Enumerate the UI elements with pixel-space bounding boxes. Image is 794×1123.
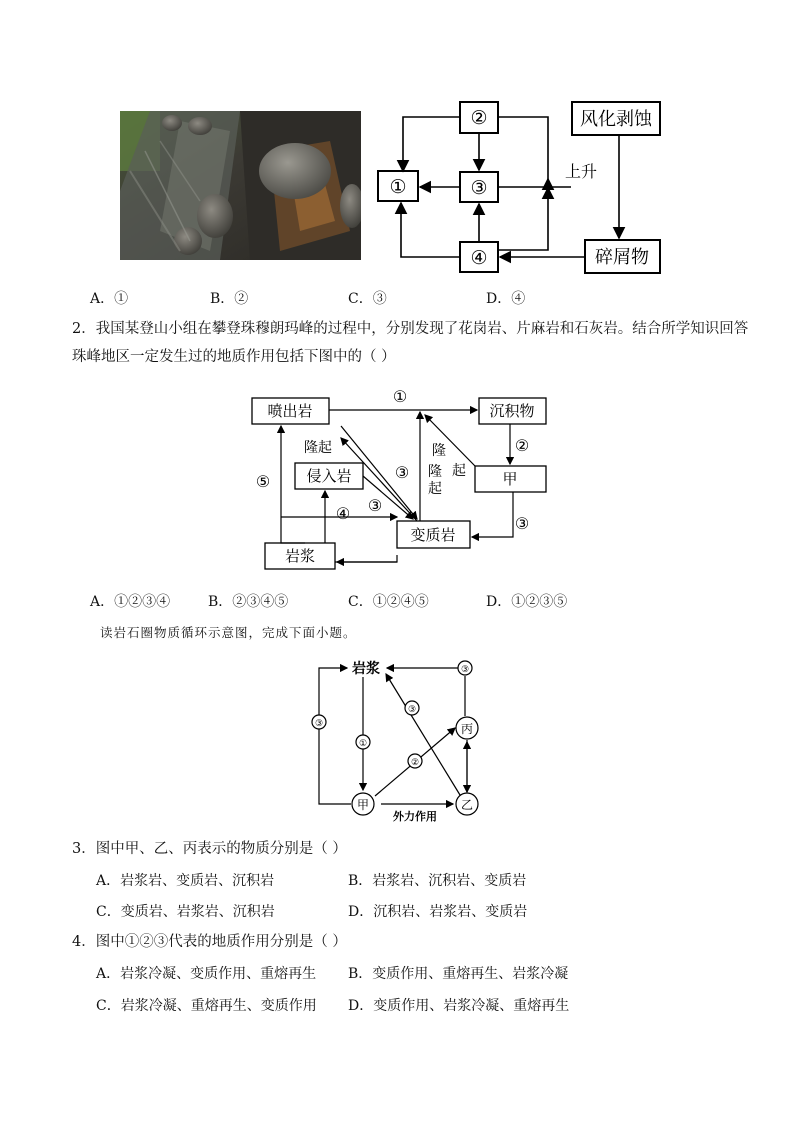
label-extrusive: 喷出岩 xyxy=(267,402,313,420)
option-letter: D． xyxy=(348,998,374,1014)
q4-options xyxy=(96,963,696,1023)
option-value: ④ xyxy=(511,291,526,307)
option-value: ③ xyxy=(372,291,387,307)
q3-stem-text: 图中甲、乙、丙表示的物质分别是（ ） xyxy=(95,841,347,857)
option-letter: C． xyxy=(348,291,373,307)
q3-number: 3． xyxy=(72,841,96,857)
q2-stem xyxy=(72,318,749,368)
q2-option-a[interactable] xyxy=(90,591,170,611)
option-letter: A． xyxy=(96,966,121,982)
label-uplift-mid-1: 隆 xyxy=(432,443,446,459)
label-bing: 丙 xyxy=(460,722,474,736)
label-intrusive: 侵入岩 xyxy=(306,467,352,485)
q2-option-b[interactable] xyxy=(208,591,288,611)
rock-cycle-diagram-3 xyxy=(305,652,495,824)
label-magma: 岩浆 xyxy=(284,547,316,565)
q3-option-d[interactable] xyxy=(348,901,527,921)
option-letter: C． xyxy=(348,594,373,610)
q4-stem-text: 图中①②③代表的地质作用分别是（ ） xyxy=(95,934,347,950)
q3-option-c[interactable] xyxy=(96,901,275,921)
label-n3-diag: ③ xyxy=(407,705,417,715)
option-letter: B． xyxy=(210,291,235,307)
label-circle-2: ② xyxy=(470,107,488,129)
option-value: ②③④⑤ xyxy=(232,594,289,610)
q1-options xyxy=(90,288,650,308)
rock-cycle-diagram-1-svg xyxy=(375,95,675,280)
option-value: 沉积岩、岩浆岩、变质岩 xyxy=(373,904,528,920)
label-external-force: 外力作用 xyxy=(393,810,437,823)
q4-option-c[interactable] xyxy=(96,995,317,1015)
section-intro: 读岩石圈物质循环示意图，完成下面小题。 xyxy=(100,625,357,640)
q2-stem-line2: 珠峰地区一定发生过的地质作用包括下图中的（ ） xyxy=(72,349,396,365)
label-magma: 岩浆 xyxy=(352,661,380,677)
label-yi: 乙 xyxy=(460,798,474,812)
option-value: 变质作用、岩浆冷凝、重熔再生 xyxy=(373,998,570,1014)
label-uplift-mid-2: 隆 xyxy=(428,464,442,480)
label-circle-4: ④ xyxy=(470,247,488,269)
label-n1: ① xyxy=(392,387,408,406)
q3-option-b[interactable] xyxy=(348,870,526,890)
label-circle-1: ① xyxy=(389,176,407,198)
q4-option-a[interactable] xyxy=(96,963,316,983)
q3-options xyxy=(96,870,656,930)
option-letter: D． xyxy=(486,594,512,610)
q2-stem-line1: 我国某登山小组在攀登珠穆朗玛峰的过程中，分别发现了花岗岩、片麻岩和石灰岩。结合所学知识回答 xyxy=(95,321,749,337)
label-n2: ② xyxy=(514,436,530,455)
rock-cycle-diagram-1 xyxy=(375,95,675,280)
label-uplift-right: 起 xyxy=(452,463,466,479)
q1-option-d[interactable] xyxy=(486,288,525,308)
label-uplift: 上升 xyxy=(564,162,598,181)
q1-option-c[interactable] xyxy=(348,288,387,308)
label-n3-a: ③ xyxy=(394,463,410,482)
q1-option-b[interactable] xyxy=(210,288,248,308)
label-n1: ① xyxy=(358,739,368,749)
label-weathering: 风化剥蚀 xyxy=(580,109,652,130)
label-n2: ② xyxy=(410,758,420,768)
rock-cycle-diagram-2 xyxy=(245,380,565,575)
q2-number: 2． xyxy=(72,321,96,337)
q2-options xyxy=(90,591,650,611)
option-value: ① xyxy=(114,291,129,307)
option-letter: A． xyxy=(90,291,115,307)
label-n4: ④ xyxy=(335,504,351,523)
label-jia: 甲 xyxy=(502,470,518,488)
rock-cycle-diagram-3-svg xyxy=(305,652,495,824)
option-letter: B． xyxy=(208,594,233,610)
option-value: 岩浆岩、变质岩、沉积岩 xyxy=(120,873,275,889)
option-letter: C． xyxy=(96,998,121,1014)
option-letter: C． xyxy=(96,904,121,920)
option-value: ② xyxy=(234,291,249,307)
label-n3-c: ③ xyxy=(514,514,530,533)
q3-option-a[interactable] xyxy=(96,870,274,890)
option-value: 岩浆冷凝、变质作用、重熔再生 xyxy=(120,966,317,982)
label-n3-top: ③ xyxy=(460,665,470,675)
q4-option-d[interactable] xyxy=(348,995,569,1015)
rock-photo xyxy=(120,111,361,260)
label-n3-b: ③ xyxy=(367,496,383,515)
q3-stem xyxy=(72,838,347,860)
label-uplift-left: 隆起 xyxy=(304,440,332,456)
option-letter: A． xyxy=(96,873,121,889)
option-letter: B． xyxy=(348,966,373,982)
label-metamorphic: 变质岩 xyxy=(410,526,456,544)
label-jia: 甲 xyxy=(356,798,370,812)
label-n5: ⑤ xyxy=(255,472,271,491)
q4-stem xyxy=(72,931,347,953)
label-n3-left: ③ xyxy=(314,719,324,729)
option-value: ①②③④ xyxy=(114,594,171,610)
label-debris: 碎屑物 xyxy=(595,247,649,268)
option-letter: A． xyxy=(90,594,115,610)
option-value: ①②④⑤ xyxy=(372,594,429,610)
option-letter: D． xyxy=(486,291,512,307)
q1-option-a[interactable] xyxy=(90,288,128,308)
option-value: 变质作用、重熔再生、岩浆冷凝 xyxy=(372,966,569,982)
option-value: ①②③⑤ xyxy=(511,594,568,610)
q2-option-d[interactable] xyxy=(486,591,567,611)
option-value: 岩浆岩、沉积岩、变质岩 xyxy=(372,873,527,889)
label-sediment: 沉积物 xyxy=(489,402,535,420)
option-value: 岩浆冷凝、重熔再生、变质作用 xyxy=(120,998,317,1014)
q4-number: 4． xyxy=(72,934,96,950)
option-letter: B． xyxy=(348,873,373,889)
q2-option-c[interactable] xyxy=(348,591,429,611)
rock-cycle-diagram-2-svg xyxy=(245,380,565,575)
label-uplift-mid-3: 起 xyxy=(428,481,442,497)
option-value: 变质岩、岩浆岩、沉积岩 xyxy=(120,904,275,920)
label-circle-3: ③ xyxy=(470,177,488,199)
q4-option-b[interactable] xyxy=(348,963,568,983)
option-letter: D． xyxy=(348,904,374,920)
rock-photo-image xyxy=(120,111,361,260)
